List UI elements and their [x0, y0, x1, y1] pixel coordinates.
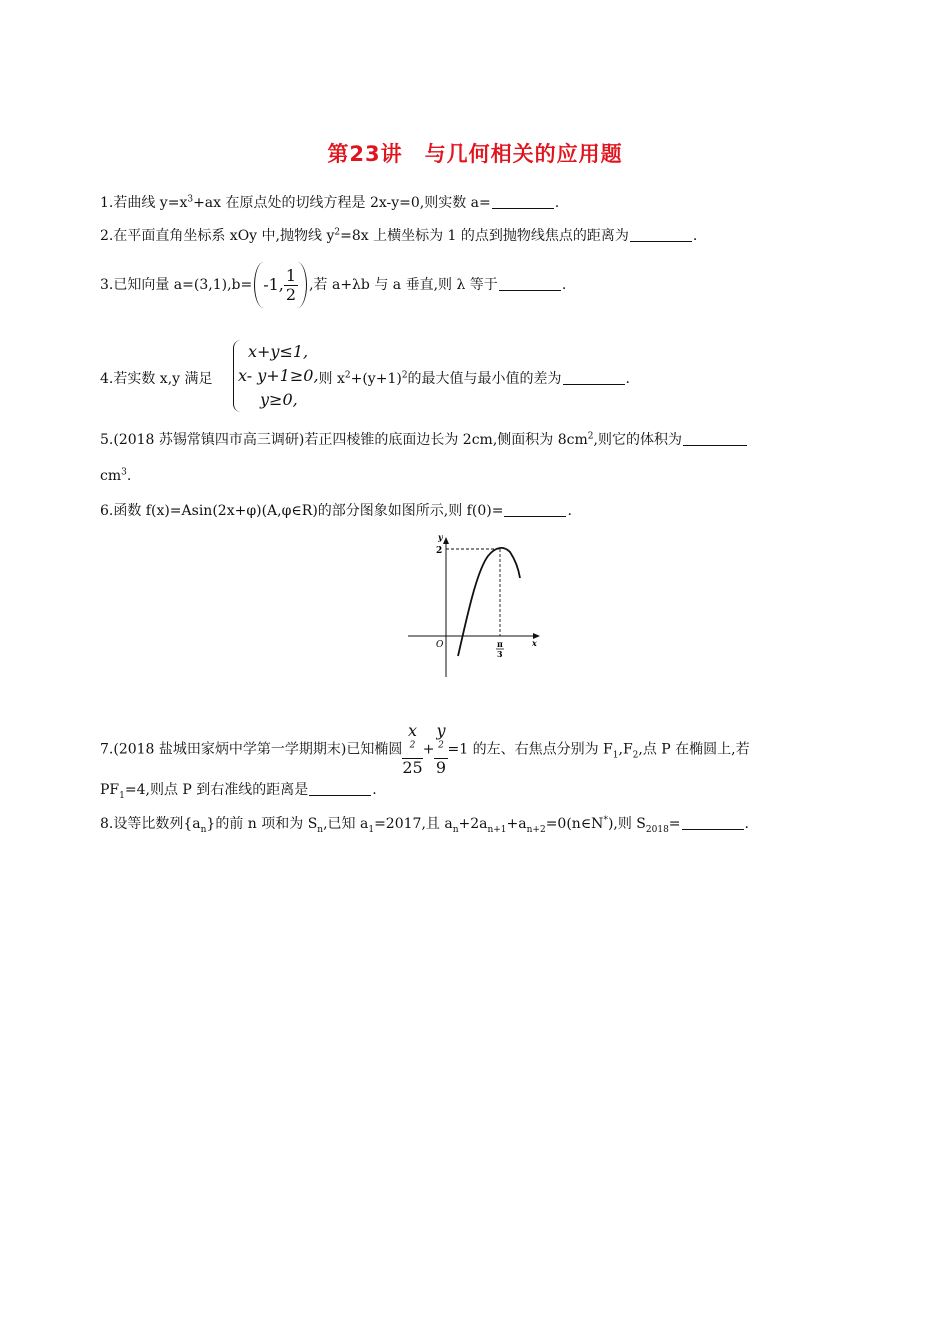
answer-blank-4[interactable]	[563, 370, 625, 385]
svg-text:x: x	[532, 638, 537, 648]
fraction-y2-over-9: y $^2$ 9	[435, 721, 447, 777]
answer-blank-2[interactable]	[630, 227, 692, 242]
svg-text:2: 2	[436, 546, 443, 556]
vector-b-parentheses: -1, $\frac{1}{2}$	[254, 262, 307, 308]
answer-blank-1[interactable]	[492, 194, 554, 209]
question-7: 7.(2018 盐城田家炳中学第一学期期末)已知椭圆 x $^2$ 25 + y $^2$ 9 =1 的左、右焦点分别为 $F_1,F_2$,点 P 在椭圆上,若	[100, 721, 750, 777]
page-title: 第23讲 与几何相关的应用题	[327, 142, 623, 166]
question-1: 1.若曲线 $y=x^3+ax$ 在原点处的切线方程是 2x-y=0,则实数 a= .	[100, 194, 560, 211]
question-6: 6.函数 f(x)=Asin(2x+φ)(A,φ∈R)的部分图象如图所示,则 f(0)= .	[100, 503, 572, 519]
svg-text:π: π	[497, 639, 503, 649]
question-2: 2.在平面直角坐标系 xOy 中,抛物线 $y^2=8x$ 上横坐标为 1 的点到抛物线焦点的距离为 .	[100, 227, 698, 244]
answer-blank-3[interactable]	[499, 276, 561, 291]
sine-curve	[458, 548, 520, 656]
question-3: 3.已知向量 a=(3,1),b= -1, $\frac{1}{2}$ ,若 a+λb 与 a 垂直,则 λ 等于 .	[100, 262, 566, 308]
answer-blank-6[interactable]	[504, 502, 566, 517]
question-8: 8.设等比数列$\{a_n\}$的前 n 项和为 $S_n$,已知 $a_1=2017$,且 $a_n+2a_{n+1}+a_{n+2}=0(n\in N^*)$,则 $S_{2018}=$ .	[100, 815, 749, 835]
answer-blank-5[interactable]	[683, 431, 747, 446]
sine-graph	[408, 532, 548, 682]
question-7-continued: $PF_1=4$,则点 P 到右准线的距离是 .	[100, 782, 377, 801]
fraction-one-half: $\frac{1}{2}$	[285, 265, 297, 304]
answer-blank-8[interactable]	[682, 815, 744, 830]
question-4: 4.若实数 x,y 满足 则 $x^2+(y+1)^2$的最大值与最小值的差为 .	[100, 370, 630, 387]
fraction-x2-over-25: x $^2$ 25	[402, 721, 423, 777]
svg-text:y: y	[438, 532, 443, 542]
svg-text:O: O	[436, 640, 444, 650]
svg-text:3: 3	[497, 649, 503, 659]
question-5: 5.(2018 苏锡常镇四市高三调研)若正四棱锥的底面边长为 2cm,侧面积为 $8cm^2$,则它的体积为	[100, 430, 748, 450]
y-axis-arrow	[443, 537, 449, 544]
answer-blank-7[interactable]	[309, 781, 371, 796]
constraint-system: x+y≤1, x- y+1≥0, y≥0,	[233, 340, 334, 412]
question-5-unit: $cm^3$.	[100, 467, 132, 484]
